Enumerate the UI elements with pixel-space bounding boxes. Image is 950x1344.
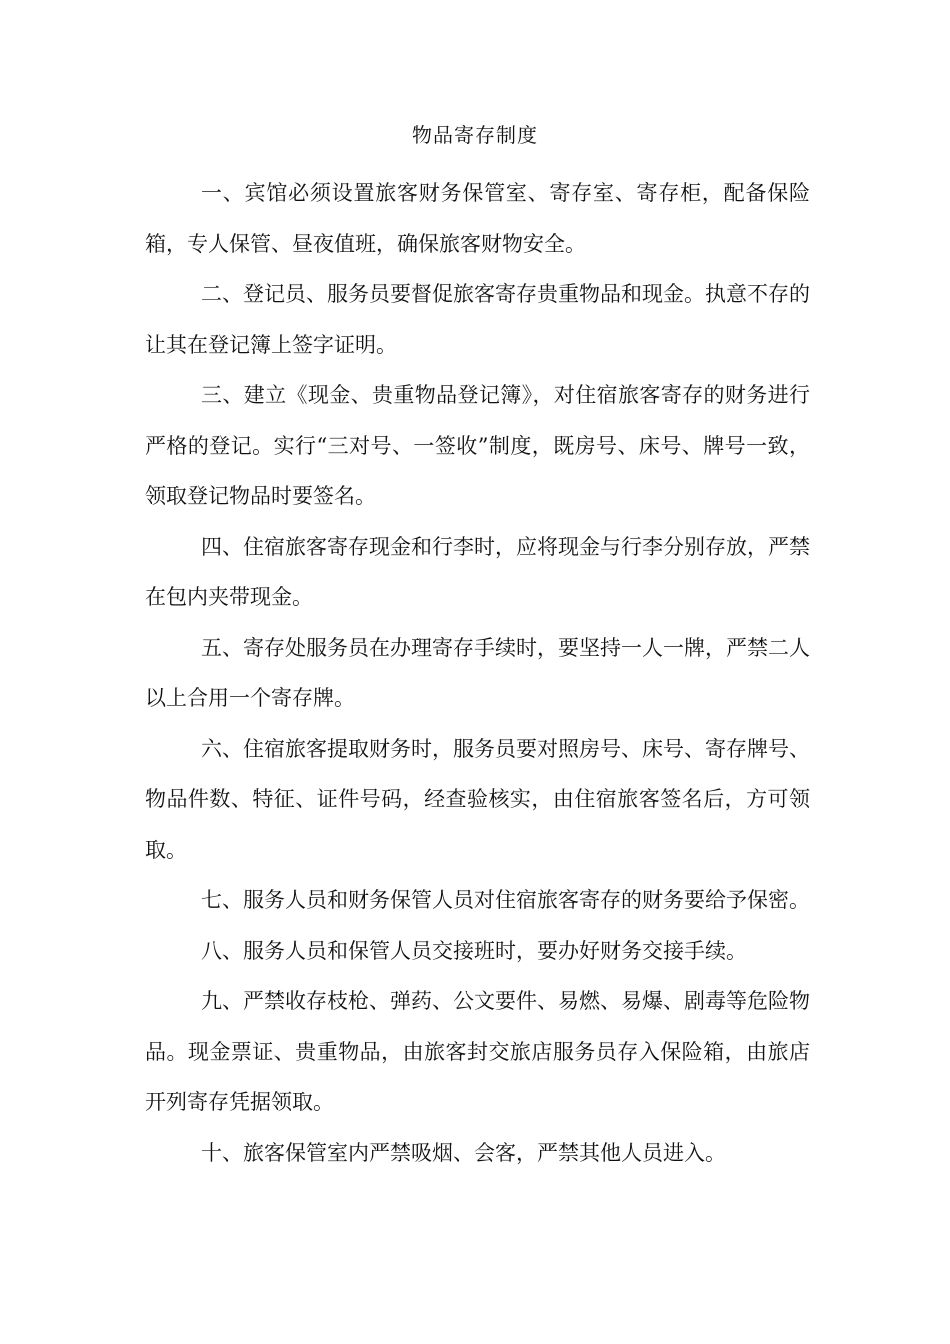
paragraph-8: 八、服务人员和保管人员交接班时，要办好财务交接手续。	[201, 938, 747, 963]
paragraph-7: 七、服务人员和财务保管人员对住宿旅客寄存的财务要给予保密。	[201, 888, 810, 912]
paragraph-3: 三、建立《现金、贵重物品登记簿》，对住宿旅客寄存的财务进行严格的登记。实行“三对号、一签收”制度，既房号、床号、牌号一致，领取登记物品时要签名。	[145, 383, 810, 508]
paragraph-10: 十、旅客保管室内严禁吸烟、会客，严禁其他人员进入。	[201, 1140, 726, 1165]
document-body	[145, 168, 810, 1178]
paragraph-1: 一、宾馆必须设置旅客财务保管室、寄存室、寄存柜，配备保险箱，专人保管、昼夜值班，确保旅客财物安全。	[145, 181, 810, 256]
paragraph-6: 六、住宿旅客提取财务时，服务员要对照房号、床号、寄存牌号、物品件数、特征、证件号码，经查验核实，由住宿旅客签名后，方可领取。	[145, 736, 810, 862]
paragraph-4: 四、住宿旅客寄存现金和行李时，应将现金与行李分别存放，严禁在包内夹带现金。	[145, 534, 810, 609]
paragraph-2: 二、登记员、服务员要督促旅客寄存贵重物品和现金。执意不存的让其在登记簿上签字证明。	[145, 282, 810, 357]
paragraph-9: 九、严禁收存枝枪、弹药、公文要件、易燃、易爆、剧毒等危险物品。现金票证、贵重物品，由旅客封交旅店服务员存入保险箱，由旅店开列寄存凭据领取。	[145, 989, 810, 1114]
paragraph-5: 五、寄存处服务员在办理寄存手续时，要坚持一人一牌，严禁二人以上合用一个寄存牌。	[145, 635, 810, 710]
document-title: 物品寄存制度	[412, 123, 538, 147]
